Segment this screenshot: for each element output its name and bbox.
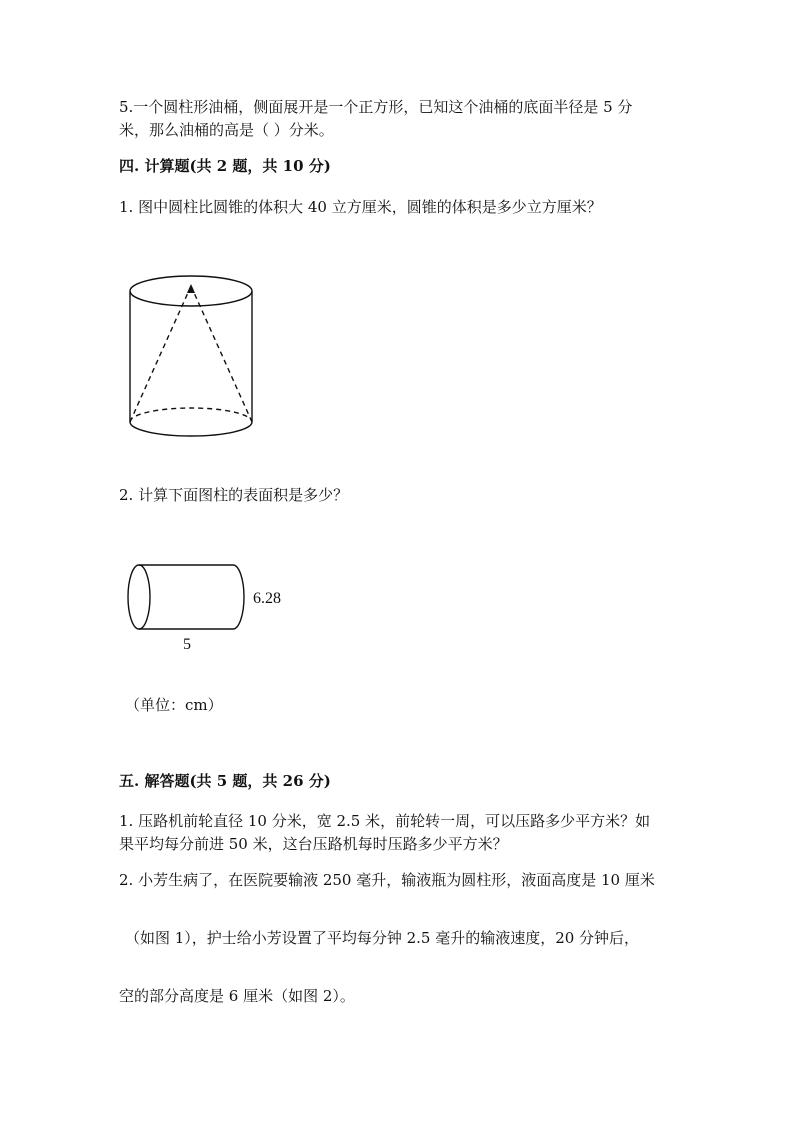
section-5-question-2-line-1: 2. 小芳生病了，在医院要输液 250 毫升，输液瓶为圆柱形，液面高度是 10 厘米: [119, 871, 655, 889]
question-5-line-1: 5.一个圆柱形油桶，侧面展开是一个正方形，已知这个油桶的底面半径是 5 分: [119, 98, 633, 116]
unit-note: （单位：cm）: [125, 696, 223, 714]
section-5-question-1-line-1: 1. 压路机前轮直径 10 分米，宽 2.5 米，前轮转一周，可以压路多少平方米？如: [119, 812, 651, 830]
section-5-heading: 五. 解答题(共 5 题，共 26 分): [119, 772, 331, 790]
cylinder-left-face: [128, 565, 150, 629]
section-5-question-2-line-2: （如图 1），护士给小芳设置了平均每分钟 2.5 毫升的输液速度，20 分钟后，: [125, 929, 640, 947]
cylinder-bottom-front-arc: [130, 422, 252, 436]
cylinder-cone-figure: [120, 272, 265, 442]
cylinder-bottom-back-arc: [130, 408, 252, 422]
question-5-line-2: 米，那么油桶的高是（ ）分米。: [119, 121, 334, 139]
cone-left-edge: [130, 286, 191, 422]
section-4-question-2: 2. 计算下面图柱的表面积是多少？: [119, 486, 349, 504]
cone-apex-arrow: [187, 284, 195, 293]
horizontal-cylinder-figure: [122, 560, 302, 655]
section-4-question-1: 1. 图中圆柱比圆锥的体积大 40 立方厘米，圆锥的体积是多少立方厘米？: [119, 198, 602, 216]
cylinder-right-face: [233, 565, 244, 629]
section-4-heading: 四. 计算题(共 2 题，共 10 分): [119, 157, 331, 175]
section-5-question-1-line-2: 果平均每分前进 50 米，这台压路机每时压路多少平方米？: [119, 835, 508, 853]
length-label: 5: [183, 636, 191, 653]
cone-right-edge: [191, 286, 252, 422]
section-5-question-2-line-3: 空的部分高度是 6 厘米（如图 2）。: [119, 987, 355, 1005]
height-label: 6.28: [253, 590, 281, 607]
